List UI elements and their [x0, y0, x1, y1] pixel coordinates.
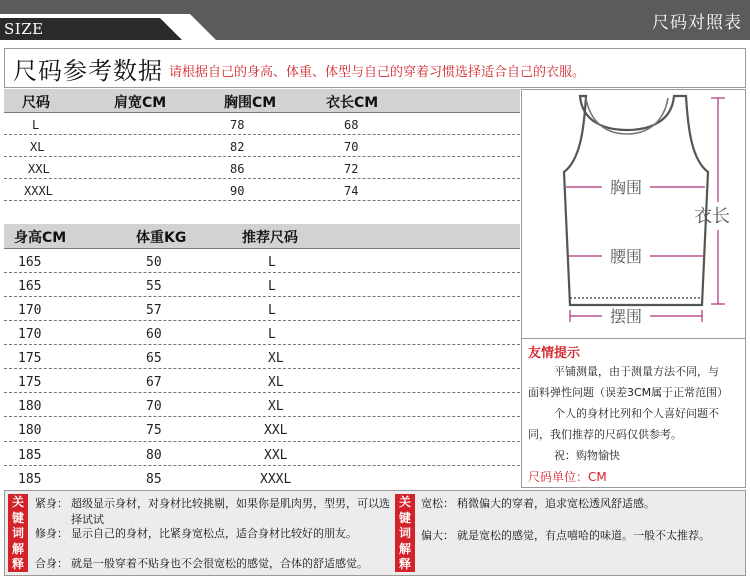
recommend-table-header — [4, 224, 520, 249]
weight-cell: 85 — [146, 472, 162, 487]
height-cell: 185 — [18, 448, 42, 463]
tips-line: 平铺测量，由于测量方法不同，与 — [554, 365, 719, 378]
table-row — [4, 249, 520, 273]
weight-cell: 65 — [146, 351, 162, 366]
keyword-desc: 显示自己的身材，比紧身宽松点，适合身材比较好的朋友。 — [71, 527, 357, 540]
keyword-badge-left: 关键词解释 — [8, 494, 28, 572]
rec-size-cell: XL — [268, 399, 284, 414]
height-cell: 185 — [18, 472, 42, 487]
size-description-label: SIZE DESCRIPTION — [0, 18, 160, 40]
keyword-term: 合身： — [35, 557, 68, 570]
size-table — [4, 89, 520, 227]
reference-data-title: 尺码参考数据 — [13, 56, 163, 85]
table-row — [4, 369, 520, 393]
header-recommended-size: 推荐尺码 — [242, 230, 298, 246]
size-cell: XL — [30, 140, 45, 154]
keyword-defs-right — [421, 495, 741, 543]
height-cell: 165 — [18, 279, 42, 294]
keyword-term: 偏大： — [421, 529, 454, 542]
size-table-header — [4, 89, 520, 113]
weight-cell: 70 — [146, 399, 162, 414]
table-row — [4, 321, 520, 345]
header-height: 身高CM — [14, 230, 67, 246]
tips-line: 祝：购物愉快 — [554, 449, 620, 462]
length-cell: 74 — [344, 184, 359, 198]
size-unit: 尺码单位：CM — [528, 470, 607, 484]
recommend-table — [4, 224, 520, 490]
size-cell: XXL — [28, 162, 50, 176]
header-weight: 体重KG — [136, 230, 187, 246]
table-row — [4, 113, 520, 135]
tips-title: 友情提示 — [528, 346, 581, 361]
length-cell: 72 — [344, 162, 359, 176]
header-length: 衣长CM — [326, 95, 379, 111]
weight-cell: 60 — [146, 327, 162, 342]
table-row — [4, 135, 520, 157]
tank-top-illustration — [522, 90, 745, 338]
rec-size-cell: L — [268, 327, 276, 342]
table-row — [4, 179, 520, 201]
chest-label: 胸围 — [609, 178, 643, 197]
selection-note: 请根据自己的身高、体重、体型与自己的穿着习惯选择适合自己的衣服。 — [169, 64, 586, 80]
waist-label: 腰围 — [609, 247, 643, 266]
keyword-item — [421, 495, 741, 527]
keyword-panel — [4, 490, 746, 576]
header-size: 尺码 — [22, 95, 50, 111]
rec-size-cell: XL — [268, 375, 284, 390]
rec-size-cell: L — [268, 303, 276, 318]
weight-cell: 57 — [146, 303, 162, 318]
keyword-item — [35, 555, 391, 571]
tips-panel — [521, 339, 746, 488]
keyword-term: 修身： — [35, 527, 68, 540]
keyword-desc: 稍微偏大的穿着，追求宽松透风舒适感。 — [457, 497, 655, 510]
keyword-desc: 就是宽松的感觉，有点嘻哈的味道。一般不太推荐。 — [457, 529, 710, 542]
rec-size-cell: L — [268, 279, 276, 294]
length-cell: 70 — [344, 140, 359, 154]
height-cell: 175 — [18, 375, 42, 390]
height-cell: 175 — [18, 351, 42, 366]
garment-diagram — [521, 89, 746, 339]
table-row — [4, 345, 520, 369]
size-chart-title: 尺码对照表 — [652, 13, 742, 33]
length-cell: 68 — [344, 118, 359, 132]
table-row — [4, 442, 520, 466]
height-cell: 170 — [18, 303, 42, 318]
table-row — [4, 417, 520, 442]
chest-cell: 90 — [230, 184, 245, 198]
table-row — [4, 393, 520, 417]
size-cell: XXXL — [24, 184, 53, 198]
header-chest: 胸围CM — [224, 95, 277, 111]
length-label: 衣长 — [694, 206, 730, 227]
chest-cell: 86 — [230, 162, 245, 176]
weight-cell: 55 — [146, 279, 162, 294]
tips-line: 个人的身材比列和个人喜好问题不 — [554, 407, 719, 420]
size-cell: L — [32, 118, 40, 132]
height-cell: 180 — [18, 399, 42, 414]
weight-cell: 75 — [146, 423, 162, 438]
table-row — [4, 273, 520, 297]
tips-line: 同，我们推荐的尺码仅供参考。 — [528, 428, 682, 441]
keyword-item — [35, 495, 391, 525]
weight-cell: 67 — [146, 375, 162, 390]
rec-size-cell: L — [268, 255, 276, 270]
hem-label: 摆围 — [609, 307, 643, 326]
chest-cell: 78 — [230, 118, 245, 132]
keyword-badge-right: 关键词解释 — [395, 494, 415, 572]
keyword-item — [421, 527, 741, 543]
keyword-desc: 超级显示身材，对身材比较挑剔，如果你是肌肉男，型男，可以选择试试 — [71, 497, 390, 526]
keyword-defs-left — [35, 495, 391, 571]
height-cell: 165 — [18, 255, 42, 270]
table-row — [4, 297, 520, 321]
header-bar — [0, 0, 750, 60]
keyword-term: 紧身： — [35, 497, 68, 510]
height-cell: 180 — [18, 423, 42, 438]
keyword-term: 宽松： — [421, 497, 454, 510]
title-row — [4, 48, 746, 88]
height-cell: 170 — [18, 327, 42, 342]
table-row — [4, 466, 520, 490]
rec-size-cell: XXL — [264, 423, 288, 438]
rec-size-cell: XL — [268, 351, 284, 366]
tips-line: 面料弹性问题（误差3CM属于正常范围） — [528, 386, 729, 399]
chest-cell: 82 — [230, 140, 245, 154]
rec-size-cell: XXL — [264, 448, 288, 463]
weight-cell: 80 — [146, 448, 162, 463]
keyword-item — [35, 525, 391, 555]
tank-top-outline — [564, 96, 708, 305]
weight-cell: 50 — [146, 255, 162, 270]
keyword-desc: 就是一般穿着不贴身也不会很宽松的感觉，合体的舒适感觉。 — [71, 557, 368, 570]
rec-size-cell: XXXL — [260, 472, 292, 487]
header-shoulder: 肩宽CM — [114, 95, 167, 111]
table-row — [4, 157, 520, 179]
